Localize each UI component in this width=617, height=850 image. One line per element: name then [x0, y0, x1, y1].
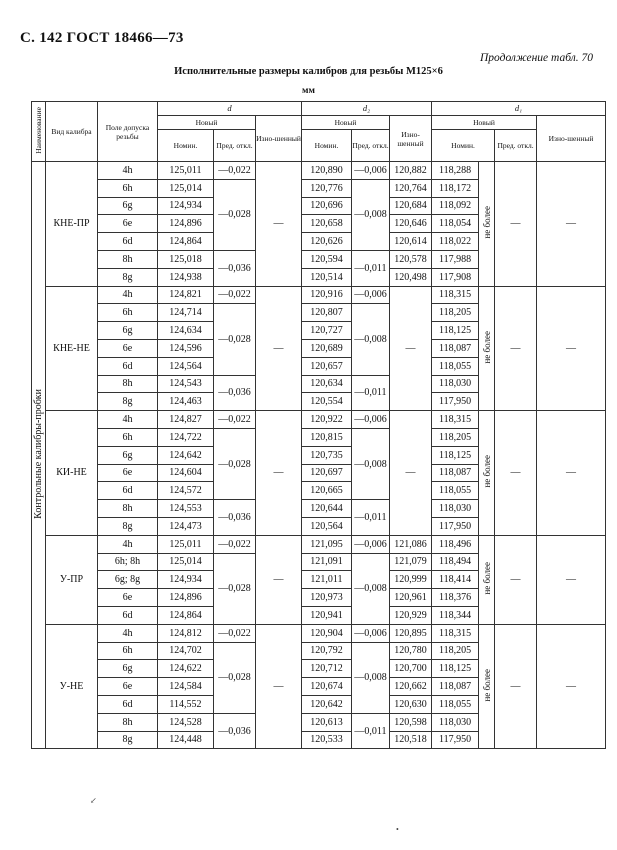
table-row: [32, 624, 606, 642]
d1-nominal-cell: 117,950: [432, 393, 479, 411]
d2-nominal-cell: 120,916: [302, 286, 352, 304]
header-d2-new: Новый: [302, 116, 390, 130]
d-worn-cell: —: [256, 286, 302, 411]
d2-nominal-cell: 120,514: [302, 268, 352, 286]
gauge-dimensions-table: [31, 101, 606, 749]
tolerance-field-cell: 4h: [98, 535, 158, 553]
d-limit-dev-cell: —0,028: [214, 304, 256, 375]
d2-nominal-cell: 120,890: [302, 162, 352, 180]
category-label: [32, 162, 46, 749]
d-nominal-cell: 124,934: [158, 197, 214, 215]
tolerance-field-cell: 6h: [98, 179, 158, 197]
tolerance-field-cell: 6d: [98, 357, 158, 375]
d1-nominal-cell: 118,494: [432, 553, 479, 571]
d2-nominal-cell: 120,554: [302, 393, 352, 411]
d1-nominal-cell: 118,315: [432, 286, 479, 304]
d-nominal-cell: 124,564: [158, 357, 214, 375]
d1-nominal-cell: 118,054: [432, 215, 479, 233]
d1-nominal-cell: 118,030: [432, 375, 479, 393]
header-d-new: Новый: [158, 116, 256, 130]
d2-nominal-cell: 120,564: [302, 517, 352, 535]
table-row: [32, 411, 606, 429]
tolerance-field-cell: 6e: [98, 464, 158, 482]
d2-worn-cell: 120,895: [390, 624, 432, 642]
tolerance-field-cell: 6d: [98, 233, 158, 251]
d1-nominal-cell: 118,344: [432, 606, 479, 624]
d-limit-dev-cell: —0,036: [214, 375, 256, 411]
d2-nominal-cell: 120,665: [302, 482, 352, 500]
d2-limit-dev-cell: —0,011: [352, 500, 390, 536]
d1-worn-cell: —: [537, 535, 606, 624]
d-nominal-cell: 124,896: [158, 589, 214, 607]
d2-limit-dev-cell: —0,008: [352, 304, 390, 375]
d2-worn-cell: 120,614: [390, 233, 432, 251]
d2-worn-cell: 120,662: [390, 678, 432, 696]
d-nominal-cell: 124,827: [158, 411, 214, 429]
tolerance-field-cell: 6e: [98, 678, 158, 696]
d2-worn-cell: 120,961: [390, 589, 432, 607]
d1-nominal-cell: 118,030: [432, 713, 479, 731]
tolerance-field-cell: 8g: [98, 393, 158, 411]
d2-worn-cell: 121,086: [390, 535, 432, 553]
d-nominal-cell: 124,812: [158, 624, 214, 642]
d-nominal-cell: 125,011: [158, 535, 214, 553]
d1-nominal-cell: 118,022: [432, 233, 479, 251]
d-worn-cell: —: [256, 411, 302, 536]
d1-nominal-cell: 118,315: [432, 411, 479, 429]
d2-limit-dev-cell: —0,008: [352, 428, 390, 499]
d-nominal-cell: 124,572: [158, 482, 214, 500]
d1-nominal-cell: 118,125: [432, 446, 479, 464]
d2-limit-dev-cell: —0,011: [352, 713, 390, 749]
not-more-label: [479, 162, 495, 287]
header-d2-nominal: Номин.: [302, 130, 352, 162]
d2-nominal-cell: 120,634: [302, 375, 352, 393]
header-d1-nominal: Номин.: [432, 130, 495, 162]
d2-limit-dev-cell: —0,011: [352, 375, 390, 411]
d2-limit-dev-cell: —0,008: [352, 179, 390, 250]
d2-nominal-cell: 120,807: [302, 304, 352, 322]
header-d-limit-dev: Пред. откл.: [214, 130, 256, 162]
d2-nominal-cell: 120,594: [302, 250, 352, 268]
category-label-text: Контрольные калибры-пробки: [33, 388, 44, 519]
d2-worn-cell: 120,518: [390, 731, 432, 749]
not-more-label: [479, 411, 495, 536]
d1-nominal-cell: 118,376: [432, 589, 479, 607]
not-more-label-text: не более: [481, 455, 492, 488]
tolerance-field-cell: 6h: [98, 304, 158, 322]
not-more-label-text: не более: [481, 668, 492, 702]
d1-nominal-cell: 118,288: [432, 162, 479, 180]
not-more-label-text: не более: [481, 330, 492, 364]
table-row: [32, 286, 606, 304]
d1-nominal-cell: 118,205: [432, 304, 479, 322]
tolerance-field-cell: 6h: [98, 428, 158, 446]
d-nominal-cell: 124,543: [158, 375, 214, 393]
d2-nominal-cell: 120,689: [302, 339, 352, 357]
d2-nominal-cell: 120,658: [302, 215, 352, 233]
gauge-type-cell: У-ПР: [46, 535, 98, 624]
d2-nominal-cell: 120,533: [302, 731, 352, 749]
d1-limit-dev-cell: —: [495, 286, 537, 411]
d1-nominal-cell: 118,205: [432, 642, 479, 660]
tolerance-field-cell: 4h: [98, 624, 158, 642]
gauge-type-cell: У-НЕ: [46, 624, 98, 749]
table-continuation-note: Продолжение табл. 70: [480, 52, 593, 64]
d2-nominal-cell: 120,642: [302, 695, 352, 713]
tolerance-field-cell: 6h: [98, 642, 158, 660]
d2-nominal-cell: 120,904: [302, 624, 352, 642]
d-limit-dev-cell: —0,028: [214, 179, 256, 250]
d-nominal-cell: 124,634: [158, 322, 214, 340]
d-nominal-cell: 125,014: [158, 179, 214, 197]
d-limit-dev-cell: —0,036: [214, 713, 256, 749]
tolerance-field-cell: 6g: [98, 660, 158, 678]
d-nominal-cell: 124,553: [158, 500, 214, 518]
d2-nominal-cell: 120,613: [302, 713, 352, 731]
tolerance-field-cell: 8h: [98, 500, 158, 518]
tolerance-field-cell: 8h: [98, 375, 158, 393]
table-unit: мм: [302, 86, 315, 96]
tolerance-field-cell: 6d: [98, 606, 158, 624]
d-limit-dev-cell: —0,022: [214, 624, 256, 642]
d1-nominal-cell: 117,950: [432, 517, 479, 535]
d-nominal-cell: 114,552: [158, 695, 214, 713]
d-nominal-cell: 124,722: [158, 428, 214, 446]
d-limit-dev-cell: —0,028: [214, 553, 256, 624]
d1-nominal-cell: 118,092: [432, 197, 479, 215]
d1-limit-dev-cell: —: [495, 624, 537, 749]
d1-nominal-cell: 118,087: [432, 464, 479, 482]
header-d-nominal: Номин.: [158, 130, 214, 162]
d-nominal-cell: 124,473: [158, 517, 214, 535]
not-more-label: [479, 535, 495, 624]
not-more-label-text: не более: [481, 206, 492, 239]
d2-nominal-cell: 120,941: [302, 606, 352, 624]
d-nominal-cell: 124,584: [158, 678, 214, 696]
d1-limit-dev-cell: —: [495, 162, 537, 287]
not-more-label: [479, 286, 495, 411]
table-title: Исполнительные размеры калибров для резьбы М125×6: [174, 66, 443, 77]
tolerance-field-cell: 8g: [98, 731, 158, 749]
d1-nominal-cell: 118,315: [432, 624, 479, 642]
d1-limit-dev-cell: —: [495, 535, 537, 624]
d2-limit-dev-cell: —0,011: [352, 250, 390, 286]
d-nominal-cell: 124,622: [158, 660, 214, 678]
tolerance-field-cell: 8g: [98, 517, 158, 535]
d-nominal-cell: 124,821: [158, 286, 214, 304]
gauge-type-cell: КИ-НЕ: [46, 411, 98, 536]
d2-worn-cell: 120,646: [390, 215, 432, 233]
d2-limit-dev-cell: —0,006: [352, 286, 390, 304]
d1-nominal-cell: 118,087: [432, 678, 479, 696]
tolerance-field-cell: 4h: [98, 286, 158, 304]
d2-worn-cell: 120,630: [390, 695, 432, 713]
header-d1-limit-dev: Пред. откл.: [495, 130, 537, 162]
tolerance-field-cell: 6d: [98, 482, 158, 500]
d2-nominal-cell: 120,674: [302, 678, 352, 696]
d1-worn-cell: —: [537, 411, 606, 536]
d2-limit-dev-cell: —0,006: [352, 535, 390, 553]
header-d: d: [158, 102, 302, 116]
d1-nominal-cell: 118,414: [432, 571, 479, 589]
tolerance-field-cell: 8h: [98, 713, 158, 731]
d-nominal-cell: 124,604: [158, 464, 214, 482]
d-nominal-cell: 124,463: [158, 393, 214, 411]
d1-limit-dev-cell: —: [495, 411, 537, 536]
d-nominal-cell: 124,934: [158, 571, 214, 589]
d2-limit-dev-cell: —0,006: [352, 624, 390, 642]
d-limit-dev-cell: —0,022: [214, 162, 256, 180]
table-body: [32, 162, 606, 749]
d-worn-cell: —: [256, 535, 302, 624]
gauge-type-cell: КНЕ-ПР: [46, 162, 98, 287]
tolerance-field-cell: 6d: [98, 695, 158, 713]
d-nominal-cell: 125,011: [158, 162, 214, 180]
d2-worn-cell: 120,929: [390, 606, 432, 624]
d1-worn-cell: —: [537, 286, 606, 411]
d2-nominal-cell: 120,626: [302, 233, 352, 251]
d2-nominal-cell: 121,011: [302, 571, 352, 589]
d1-nominal-cell: 118,055: [432, 695, 479, 713]
d1-nominal-cell: 118,125: [432, 660, 479, 678]
d-nominal-cell: 124,702: [158, 642, 214, 660]
tolerance-field-cell: 4h: [98, 411, 158, 429]
d2-worn-cell: 120,498: [390, 268, 432, 286]
d1-nominal-cell: 118,172: [432, 179, 479, 197]
table-header: [32, 102, 606, 162]
tolerance-field-cell: 6g: [98, 446, 158, 464]
d2-worn-cell: 120,684: [390, 197, 432, 215]
header-d2-limit-dev: Пред. откл.: [352, 130, 390, 162]
d2-nominal-cell: 120,776: [302, 179, 352, 197]
tolerance-field-cell: 8g: [98, 268, 158, 286]
d-limit-dev-cell: —0,036: [214, 500, 256, 536]
tolerance-field-cell: 6e: [98, 589, 158, 607]
d2-nominal-cell: 121,091: [302, 553, 352, 571]
d1-worn-cell: —: [537, 624, 606, 749]
table-row: [32, 535, 606, 553]
d-limit-dev-cell: —0,022: [214, 535, 256, 553]
tolerance-field-cell: 6e: [98, 339, 158, 357]
d2-nominal-cell: 120,697: [302, 464, 352, 482]
tolerance-field-cell: 6g: [98, 322, 158, 340]
header-d2-worn: Изно-шенный: [390, 116, 432, 162]
tolerance-field-cell: 6g; 8g: [98, 571, 158, 589]
not-more-label-text: не более: [481, 561, 492, 595]
d2-nominal-cell: 120,644: [302, 500, 352, 518]
d-nominal-cell: 124,896: [158, 215, 214, 233]
d-nominal-cell: 124,642: [158, 446, 214, 464]
tolerance-field-cell: 6e: [98, 215, 158, 233]
table-row: [32, 162, 606, 180]
d1-nominal-cell: 117,908: [432, 268, 479, 286]
d-worn-cell: —: [256, 162, 302, 287]
d2-nominal-cell: 121,095: [302, 535, 352, 553]
d2-worn-cell: 121,079: [390, 553, 432, 571]
d1-nominal-cell: 118,030: [432, 500, 479, 518]
d2-worn-cell: 120,598: [390, 713, 432, 731]
header-d2: d₂: [302, 102, 432, 116]
d2-worn-cell: 120,780: [390, 642, 432, 660]
d2-worn-cell: 120,882: [390, 162, 432, 180]
d-nominal-cell: 124,864: [158, 606, 214, 624]
d-limit-dev-cell: —0,036: [214, 250, 256, 286]
d-limit-dev-cell: —0,028: [214, 428, 256, 499]
scan-dot: •: [396, 825, 399, 834]
d-nominal-cell: 125,018: [158, 250, 214, 268]
d-worn-cell: —: [256, 624, 302, 749]
tolerance-field-cell: 6h; 8h: [98, 553, 158, 571]
page-header-ref: С. 142 ГОСТ 18466—73: [20, 30, 184, 46]
tolerance-field-cell: 8h: [98, 250, 158, 268]
d-nominal-cell: 124,864: [158, 233, 214, 251]
d2-worn-cell: —: [390, 286, 432, 411]
d2-nominal-cell: 120,735: [302, 446, 352, 464]
d1-nominal-cell: 117,988: [432, 250, 479, 268]
d1-nominal-cell: 118,125: [432, 322, 479, 340]
d1-nominal-cell: 118,205: [432, 428, 479, 446]
d2-limit-dev-cell: —0,006: [352, 411, 390, 429]
d2-nominal-cell: 120,973: [302, 589, 352, 607]
d2-worn-cell: 120,764: [390, 179, 432, 197]
d2-worn-cell: 120,999: [390, 571, 432, 589]
d-nominal-cell: 124,596: [158, 339, 214, 357]
tolerance-field-cell: 4h: [98, 162, 158, 180]
header-d1: d₁: [432, 102, 606, 116]
d-nominal-cell: 124,938: [158, 268, 214, 286]
d1-nominal-cell: 118,055: [432, 357, 479, 375]
d-nominal-cell: 124,528: [158, 713, 214, 731]
header-gauge-type: Вид калибра: [46, 102, 98, 162]
d-limit-dev-cell: —0,028: [214, 642, 256, 713]
d1-nominal-cell: 118,087: [432, 339, 479, 357]
d2-nominal-cell: 120,727: [302, 322, 352, 340]
header-d1-worn: Изно-шенный: [537, 116, 606, 162]
d2-nominal-cell: 120,815: [302, 428, 352, 446]
d-nominal-cell: 124,714: [158, 304, 214, 322]
d1-worn-cell: —: [537, 162, 606, 287]
d2-nominal-cell: 120,922: [302, 411, 352, 429]
d-limit-dev-cell: —0,022: [214, 286, 256, 304]
d2-worn-cell: 120,700: [390, 660, 432, 678]
scan-mark: ↙: [90, 796, 97, 805]
d-limit-dev-cell: —0,022: [214, 411, 256, 429]
d2-nominal-cell: 120,657: [302, 357, 352, 375]
d2-limit-dev-cell: —0,008: [352, 553, 390, 624]
header-d-worn: Изно-шенный: [256, 116, 302, 162]
d2-nominal-cell: 120,712: [302, 660, 352, 678]
not-more-label: [479, 624, 495, 749]
d2-limit-dev-cell: —0,006: [352, 162, 390, 180]
d2-nominal-cell: 120,792: [302, 642, 352, 660]
gauge-type-cell: КНЕ-НЕ: [46, 286, 98, 411]
header-category: Наименование: [32, 102, 46, 162]
d2-worn-cell: 120,578: [390, 250, 432, 268]
header-tolerance-field: Поле допуска резьбы: [98, 102, 158, 162]
d1-nominal-cell: 118,496: [432, 535, 479, 553]
d2-limit-dev-cell: —0,008: [352, 642, 390, 713]
header-d1-new: Новый: [432, 116, 537, 130]
d2-nominal-cell: 120,696: [302, 197, 352, 215]
d-nominal-cell: 124,448: [158, 731, 214, 749]
d1-nominal-cell: 117,950: [432, 731, 479, 749]
d1-nominal-cell: 118,055: [432, 482, 479, 500]
d2-worn-cell: —: [390, 411, 432, 536]
tolerance-field-cell: 6g: [98, 197, 158, 215]
d-nominal-cell: 125,014: [158, 553, 214, 571]
